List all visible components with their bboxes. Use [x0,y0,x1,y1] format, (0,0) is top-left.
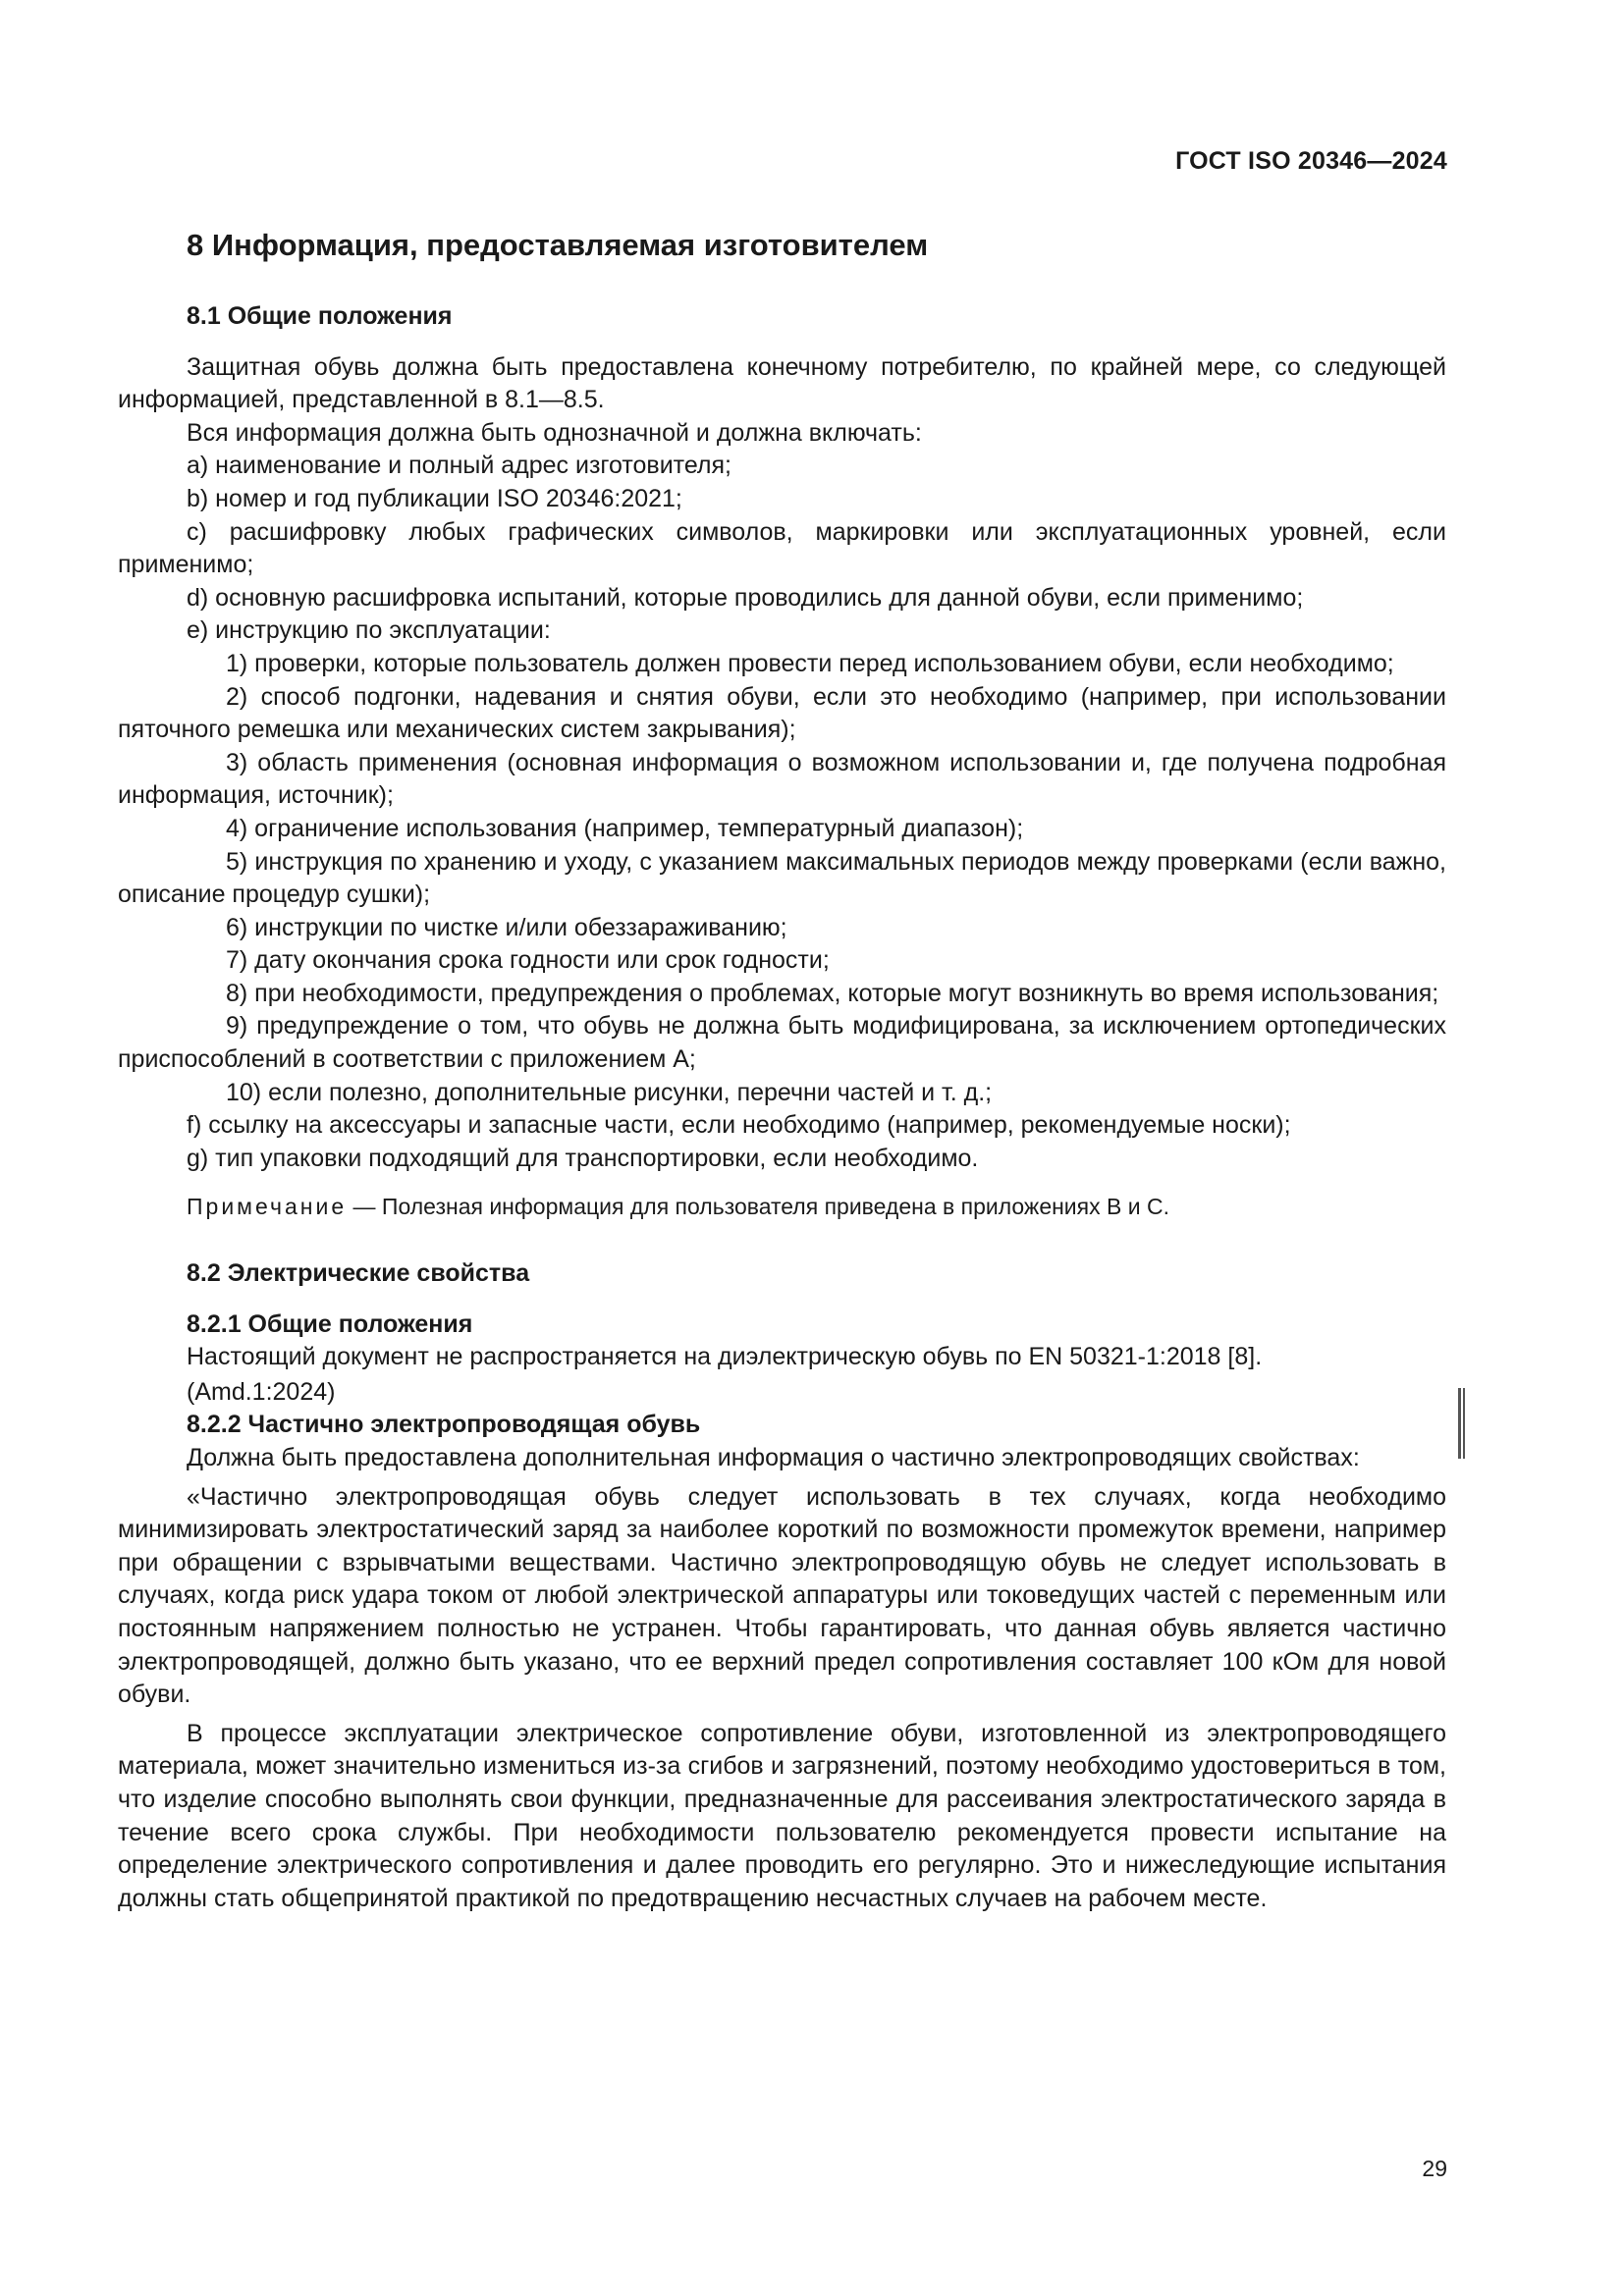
sublist-item-5: 5) инструкция по хранению и уходу, с указанием максимальных периодов между проверками (если важно, описание процедур сушки); [118,847,1446,909]
note [118,1191,1446,1224]
list-item-a: a) наименование и полный адрес изготовителя; [187,452,731,480]
section-8-2-2-intro: Должна быть предоставлена дополнительная информация о частично электропроводящих свойствах: [187,1444,1360,1471]
sublist-item-3: 3) область применения (основная информация о возможном использовании и, где получена подробная информация, источник); [118,748,1446,810]
note-text: — Полезная информация для пользователя приведена в приложениях В и С. [347,1194,1169,1220]
document-code-header: ГОСТ ISO 20346—2024 [1175,147,1447,175]
list-item-e: e) инструкцию по эксплуатации: [187,616,551,645]
section-8-2-2-quote: «Частично электропроводящая обувь следует использовать в тех случаях, когда необходимо минимизировать электростатический заряд за наиболее короткий по возможности промежуток времени, например при обращении с взрывчатыми веществами. Частично электропроводящую обувь не следует использовать в случаях, когда риск удара током от любой электрической аппаратуры или токоведущих частей с переменным или постоянным напряжением полностью не устранен. Чтобы гарантировать, что данная обувь является частично электропроводящей, должно быть указано, что ее верхний предел сопротивления составляет 100 кОм для новой обуви. [118,1482,1446,1709]
section-8-1-intro: Защитная обувь должна быть предоставлена конечному потребителю, по крайней мере, со следующей информацией, представленной в 8.1—8.5. [118,352,1446,414]
section-8-2-title: 8.2 Электрические свойства [187,1259,530,1288]
note-label: Примечание [187,1194,348,1220]
sublist-item-7: 7) дату окончания срока годности или срок годности; [226,946,830,975]
list-item-b: b) номер и год публикации ISO 20346:2021; [187,484,682,512]
sublist-item-9: 9) предупреждение о том, что обувь не должна быть модифицирована, за исключением ортопедических приспособлений в соответствии с приложением А; [118,1012,1446,1074]
list-item-g: g) тип упаковки подходящий для транспортировки, если необходимо. [187,1144,979,1172]
section-8-2-2-paragraph: В процессе эксплуатации электрическое сопротивление обуви, изготовленной из электропроводящего материала, может значительно измениться из-за сгибов и загрязнений, поэтому необходимо удостовериться в том, что изделие способно выполнять свои функции, предназначенные для рассеивания электростатического заряда в течение всего срока службы. При необходимости пользователю рекомендуется провести испытание на определение электрического сопротивления и далее проводить его регулярно. Это и нижеследующие испытания должны стать общепринятой практикой по предотвращению несчастных случаев на рабочем месте. [118,1719,1446,1912]
section-8-title: 8 Информация, предоставляемая изготовителем [187,228,929,262]
sublist-item-10: 10) если полезно, дополнительные рисунки, перечни частей и т. д.; [226,1078,993,1106]
list-item-c: c) расшифровку любых графических символов, маркировки или эксплуатационных уровней, если применимо; [118,517,1446,579]
sublist-item-4: 4) ограничение использования (например, температурный диапазон); [226,814,1024,842]
sublist-item-1: 1) проверки, которые пользователь должен провести перед использованием обуви, если необходимо; [226,649,1394,677]
section-8-2-2-title: 8.2.2 Частично электропроводящая обувь [187,1411,701,1439]
section-8-1-title: 8.1 Общие положения [187,302,453,330]
sublist-item-8: 8) при необходимости, предупреждения о проблемах, которые могут возникнуть во время использования; [226,979,1439,1007]
list-item-d: d) основную расшифровка испытаний, которые проводились для данной обуви, если применимо; [187,583,1304,612]
amendment-note: (Amd.1:2024) [187,1377,336,1406]
change-bar-second [1463,1388,1465,1459]
sublist-item-6: 6) инструкции по чистке и/или обеззараживанию; [226,913,787,941]
section-8-2-1-text: Настоящий документ не распространяется на диэлектрическую обувь по EN 50321-1:2018 [8]. [187,1343,1263,1371]
list-item-f: f) ссылку на аксессуары и запасные части, если необходимо (например, рекомендуемые носки); [187,1111,1291,1140]
change-bar [1458,1388,1461,1459]
page-number: 29 [1422,2156,1447,2181]
sublist-item-2: 2) способ подгонки, надевания и снятия обуви, если это необходимо (например, при использовании пяточного ремешка или механических систем закрывания); [118,682,1446,744]
section-8-1-lead: Вся информация должна быть однозначной и должна включать: [187,418,922,447]
page-content [118,224,1446,1915]
section-8-2-1-title: 8.2.1 Общие положения [187,1309,473,1338]
